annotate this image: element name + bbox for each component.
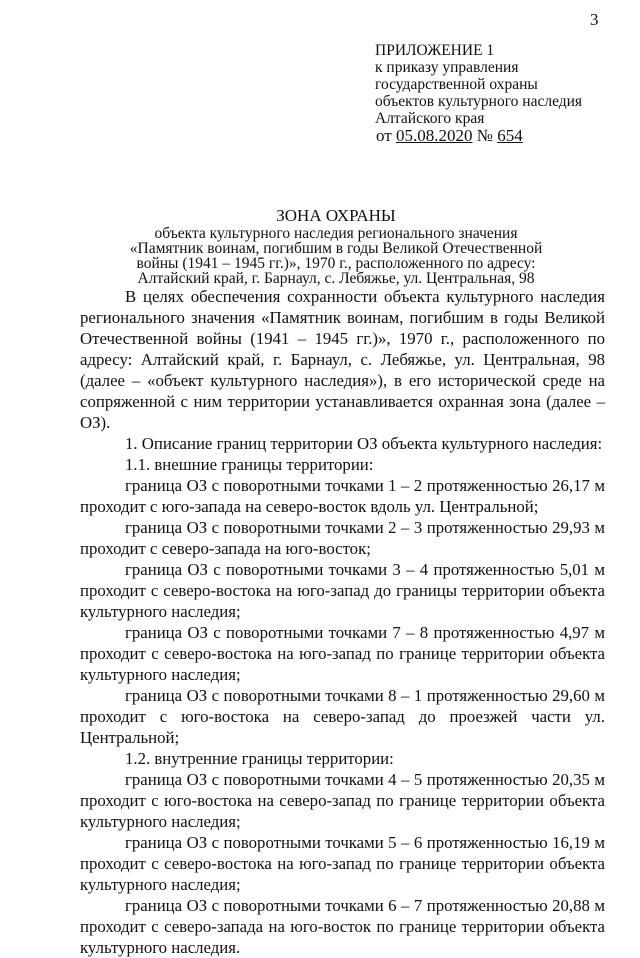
- boundary-paragraph: граница ОЗ с поворотными точками 2 – 3 протяженностью 29,93 м проходит с северо-запада на юго-восток;: [80, 518, 605, 558]
- document-body: [80, 286, 605, 958]
- appendix-line: государственной охраны: [375, 76, 538, 93]
- heading-block: [96, 206, 576, 286]
- order-number: 654: [497, 126, 523, 145]
- section-heading: 1. Описание границ территории ОЗ объекта культурного наследия:: [125, 434, 603, 453]
- boundary-paragraph: граница ОЗ с поворотными точками 3 – 4 протяженностью 5,01 м проходит с северо-востока на юго-запад до границы территории объекта культурного наследия;: [80, 560, 605, 621]
- number-sign: №: [476, 126, 493, 145]
- boundary-paragraph: граница ОЗ с поворотными точками 5 – 6 протяженностью 16,19 м проходит с северо-востока на юго-запад по границе территории объекта культурного наследия;: [80, 833, 605, 894]
- boundary-paragraph: граница ОЗ с поворотными точками 7 – 8 протяженностью 4,97 м проходит с северо-востока на юго-запад по границе территории объекта культурного наследия;: [80, 623, 605, 684]
- heading-line: войны (1941 – 1945 гг.)», 1970 г., расположенного по адресу:: [136, 255, 536, 272]
- appendix-title: ПРИЛОЖЕНИЕ 1: [375, 42, 495, 59]
- boundary-paragraph: граница ОЗ с поворотными точками 1 – 2 протяженностью 26,17 м проходит с юго-запада на северо-восток вдоль ул. Центральной;: [80, 476, 605, 516]
- page-number: 3: [590, 10, 599, 29]
- date-prefix: от: [376, 126, 392, 145]
- order-date-line: [376, 126, 523, 146]
- subsection-heading: 1.1. внешние границы территории:: [125, 455, 374, 474]
- heading-line: Алтайский край, г. Барнаул, с. Лебяжье, ул. Центральная, 98: [137, 270, 535, 287]
- heading-line: объекта культурного наследия регионального значения: [154, 225, 518, 242]
- subsection-heading: 1.2. внутренние границы территории:: [125, 749, 394, 768]
- appendix-line: объектов культурного наследия: [375, 93, 583, 110]
- document-title: ЗОНА ОХРАНЫ: [276, 206, 396, 225]
- appendix-line: Алтайского края: [375, 110, 485, 127]
- heading-line: «Памятник воинам, погибшим в годы Великой Отечественной: [129, 240, 543, 257]
- order-date: 05.08.2020: [395, 126, 473, 145]
- intro-paragraph: В целях обеспечения сохранности объекта культурного наследия регионального значения «Памятник воинам, погибшим в годы Великой Отечественной войны (1941 – 1945 гг.)», 1970 г., расположенного по адресу: Алтайский край, г. Барнаул, с. Лебяжье, ул. Центральная, 98 (далее – «объект культурного наследия»), в его исторической среде на сопряженной с ним территории устанавливается охранная зона (далее – ОЗ).: [80, 287, 605, 432]
- appendix-block: [375, 42, 582, 127]
- appendix-line: к приказу управления: [375, 59, 519, 76]
- boundary-paragraph: граница ОЗ с поворотными точками 4 – 5 протяженностью 20,35 м проходит с юго-востока на северо-запад по границе территории объекта культурного наследия;: [80, 770, 605, 831]
- boundary-paragraph: граница ОЗ с поворотными точками 8 – 1 протяженностью 29,60 м проходит с юго-востока на северо-запад до проезжей части ул. Центральной;: [80, 686, 605, 747]
- boundary-paragraph: граница ОЗ с поворотными точками 6 – 7 протяженностью 20,88 м проходит с северо-запада на юго-восток по границе территории объекта культурного наследия.: [80, 896, 605, 957]
